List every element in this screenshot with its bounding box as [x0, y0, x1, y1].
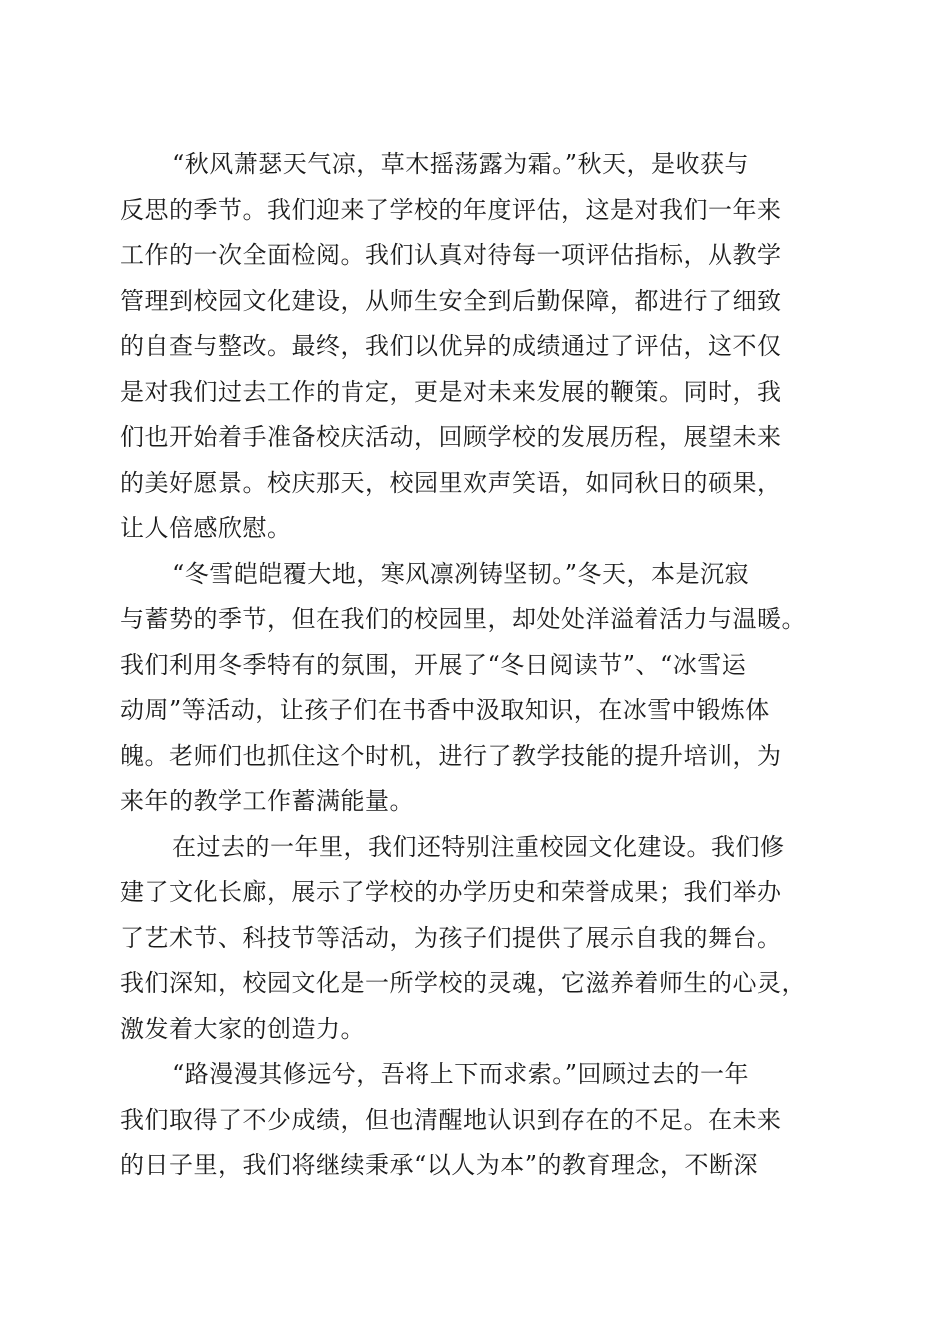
- text-line: 了艺术节、科技节等活动，为孩子们提供了展示自我的舞台。: [120, 923, 782, 952]
- text-line: 的美好愿景。校庆那天，校园里欢声笑语，如同秋日的硕果，: [120, 468, 782, 497]
- text-line: 动周”等活动，让孩子们在书香中汲取知识，在冰雪中锻炼体: [120, 696, 770, 724]
- text-line: “秋风萧瑟天气凉，草木摇荡露为霜。”秋天，是收获与: [172, 150, 750, 178]
- text-line: 的日子里，我们将继续秉承“以人为本”的教育理念，不断深: [120, 1151, 759, 1179]
- text-line: 让人倍感欣慰。: [120, 514, 292, 542]
- text-line: 管理到校园文化建设，从师生安全到后勤保障，都进行了细致: [120, 286, 782, 315]
- paragraph-campus-culture: [120, 825, 840, 1053]
- text-line: 建了文化长廊，展示了学校的办学历史和荣誉成果；我们举办: [120, 878, 782, 906]
- text-line: 我们取得了不少成绩，但也清醒地认识到存在的不足。在未来: [120, 1105, 782, 1134]
- text-line: 我们利用冬季特有的氛围，开展了“冬日阅读节”、“冰雪运: [120, 650, 747, 679]
- paragraph-winter: [120, 552, 840, 825]
- paragraph-outlook: [120, 1052, 840, 1189]
- text-line: “路漫漫其修远兮，吾将上下而求索。”回顾过去的一年: [172, 1060, 750, 1088]
- text-line: 激发着大家的创造力。: [120, 1014, 365, 1043]
- text-line: 在过去的一年里，我们还特别注重校园文化建设。我们修: [172, 832, 785, 861]
- text-line: 工作的一次全面检阅。我们认真对待每一项评估指标，从教学: [120, 241, 782, 269]
- document-body: [120, 142, 840, 1189]
- text-line: “冬雪皑皑覆大地，寒风凛冽铸坚韧。”冬天，本是沉寂: [172, 559, 750, 588]
- text-line: 的自查与整改。最终，我们以优异的成绩通过了评估，这不仅: [120, 332, 782, 360]
- text-line: 反思的季节。我们迎来了学校的年度评估，这是对我们一年来: [120, 195, 782, 224]
- text-line: 与蓄势的季节，但在我们的校园里，却处处洋溢着活力与温暖。: [120, 605, 806, 633]
- text-line: 来年的教学工作蓄满能量。: [120, 787, 414, 815]
- text-line: 魄。老师们也抓住这个时机，进行了教学技能的提升培训，为: [120, 741, 782, 770]
- paragraph-autumn: [120, 142, 840, 552]
- text-line: 我们深知，校园文化是一所学校的灵魂，它滋养着师生的心灵，: [120, 969, 806, 997]
- text-line: 是对我们过去工作的肯定，更是对未来发展的鞭策。同时，我: [120, 377, 782, 406]
- text-line: 们也开始着手准备校庆活动，回顾学校的发展历程，展望未来: [120, 423, 782, 451]
